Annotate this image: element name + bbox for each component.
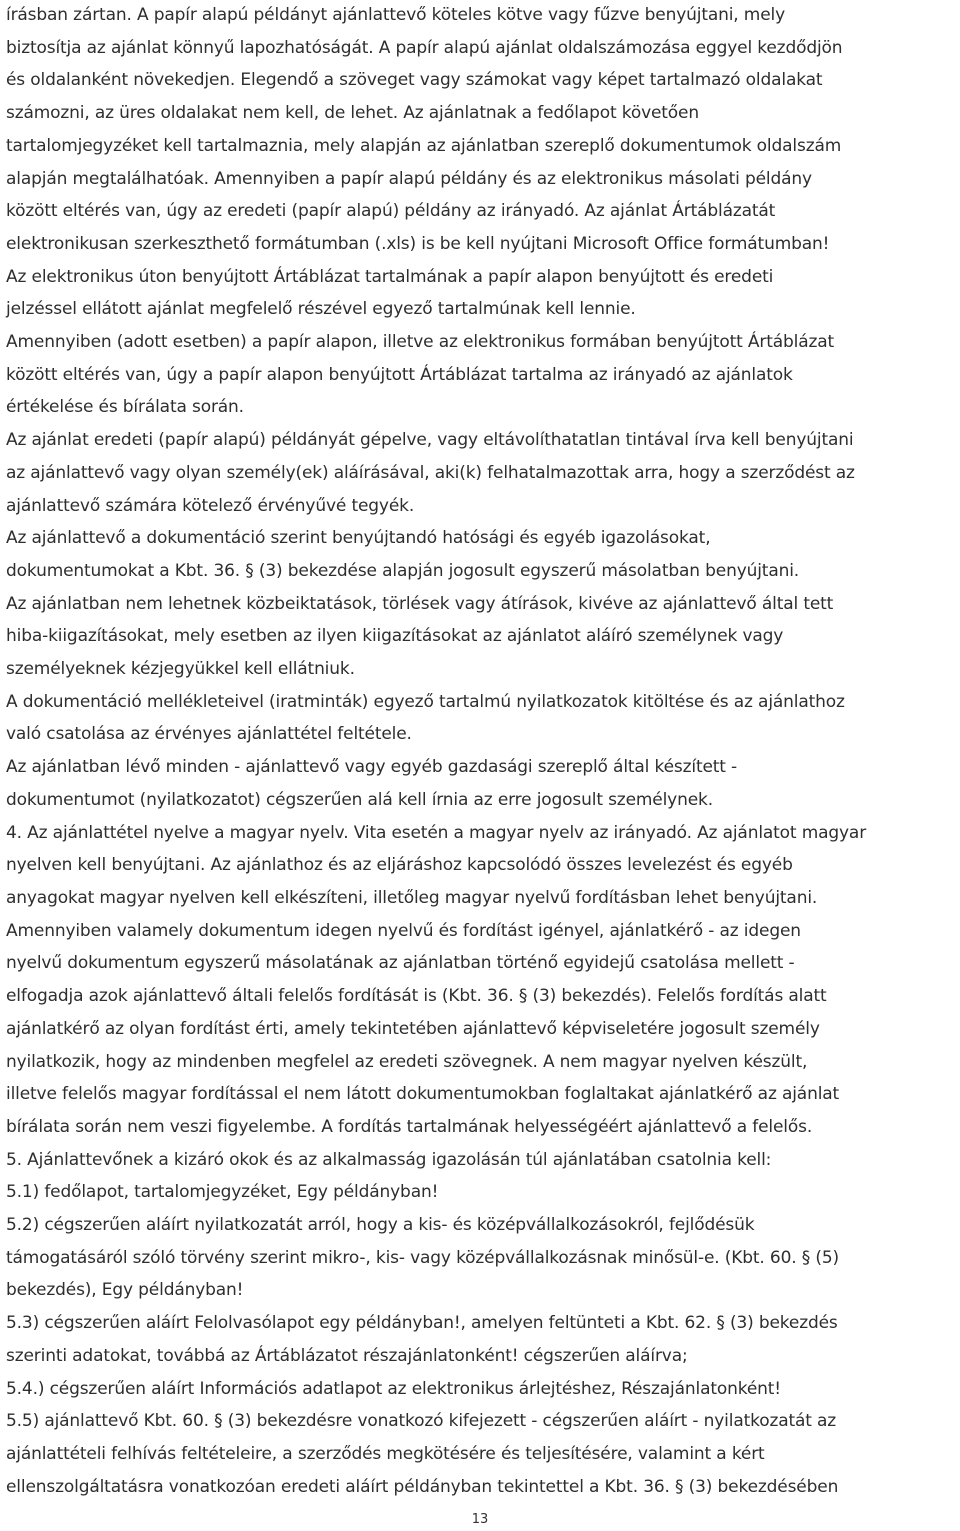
paragraph-certificates: Az ajánlattevő a dokumentáció szerint benyújtandó hatósági és egyéb igazolásokat, dokumentumokat a Kbt. 36. § (3) bekezdése alapján jogosult egyszerű másolatban benyújtani. [6, 528, 800, 581]
list-item-5-2: 5.2) cégszerűen aláírt nyilatkozatát arról, hogy a kis- és középvállalkozásokról, fejlődésük támogatásáról szóló törvény szerint mikro-, kis- vagy középvállalkozásnak minősül-e. (Kbt. 60. § (5) bekezdés), Egy példányban! [6, 1215, 840, 1301]
paragraph-section-5-intro: 5. Ajánlattevőnek a kizáró okok és az alkalmasság igazolásán túl ajánlatában csatolnia kell: [6, 1149, 772, 1170]
paragraph-section-4-language: 4. Az ajánlattétel nyelve a magyar nyelv. Vita esetén a magyar nyelv az irányadó. Az ajánlatot magyar nyelven kell benyújtani. Az ajánlathoz és az eljáráshoz kapcsolódó összes levelezést és egyéb anyagokat magyar nyelven kell elkészíteni, illetőleg magyar nyelvű fordításban lehet benyújtani. Amennyiben valamely dokumentum idegen nyelvű és fordítást igényel, ajánlatkérő - az idegen nyelvű dokumentum egyszerű másolatának az ajánlatban történő egyidejű csatolása mellett - elfogadja azok ajánlattevő általi felelős fordítását is (Kbt. 36. § (3) bekezdés). Felelős fordítás alatt ajánlatkérő az olyan fordítást érti, amely tekintetében ajánlattevő képviseletére jogosult személy nyilatkozik, hogy az mindenben megfelel az eredeti szövegnek. A nem magyar nyelven készült, illetve felelős magyar fordítással el nem látott dokumentumokban foglaltakat ajánlatkérő az ajánlat bírálata során nem veszi figyelembe. A fordítás tartalmának helyességéért ajánlattevő a felelős. [6, 822, 867, 1137]
document-body [6, 0, 954, 1503]
list-item-5-3: 5.3) cégszerűen aláírt Felolvasólapot egy példányban!, amelyen feltünteti a Kbt. 62. § (3) bekezdés szerinti adatokat, továbbá az Ártáblázatot részajánlatonként! cégszerűen aláírva; [6, 1313, 838, 1366]
list-item-5-1: 5.1) fedőlapot, tartalomjegyzéket, Egy példányban! [6, 1182, 439, 1203]
list-item-5-5: 5.5) ajánlattevő Kbt. 60. § (3) bekezdésre vonatkozó kifejezett - cégszerűen aláírt - nyilatkozatát az ajánlattételi felhívás feltételeire, a szerződés megkötésére és teljesítésére, valamint a kért ellenszolgáltatásra vonatkozóan eredeti aláírt példányban tekintettel a Kbt. 36. § (3) bekezdésében [6, 1411, 839, 1497]
page-number: 13 [471, 1512, 489, 1527]
list-item-5-4: 5.4.) cégszerűen aláírt Információs adatlapot az elektronikus árlejtéshez, Részajánlatonként! [6, 1378, 781, 1399]
paragraph-price-table-discrepancy: Amennyiben (adott esetben) a papír alapon, illetve az elektronikus formában benyújtott Ártáblázat között eltérés van, úgy a papír alapon benyújtott Ártáblázat tartalma az irányadó az ajánlatok értékelése és bírálata során. [6, 332, 835, 418]
paragraph-declarations: A dokumentáció mellékleteivel (iratminták) egyező tartalmú nyilatkozatok kitöltése és az ajánlathoz való csatolása az érvényes ajánlattétel feltétele. [6, 691, 845, 745]
paragraph-submission-format: írásban zártan. A papír alapú példányt ajánlattevő köteles kötve vagy fűzve benyújtani, mely biztosítja az ajánlat könnyű lapozhatóságát. A papír alapú ajánlat oldalszámozása eggyel kezdődjön és oldalanként növekedjen. Elegendő a szöveget vagy számokat vagy képet tartalmazó oldalakat számozni, az üres oldalakat nem kell, de lehet. Az ajánlatnak a fedőlapot követően tartalomjegyzéket kell tartalmaznia, mely alapján az ajánlatban szereplő dokumentumok oldalszám alapján megtalálhatóak. Amennyiben a papír alapú példány és az elektronikus másolati példány között eltérés van, úgy az eredeti (papír alapú) példány az irányadó. Az ajánlat Ártáblázatát elektronikusan szerkeszthető formátumban (.xls) is be kell nyújtani Microsoft Office formátumban! [6, 5, 843, 254]
paragraph-original-signature: Az ajánlat eredeti (papír alapú) példányát gépelve, vagy eltávolíthatatlan tintával írva kell benyújtani az ajánlattevő vagy olyan személy(ek) aláírásával, aki(k) felhatalmazottak arra, hogy a szerződést az ajánlattevő számára kötelező érvényűvé tegyék. [6, 430, 855, 516]
paragraph-company-signature: Az ajánlatban lévő minden - ajánlattevő vagy egyéb gazdasági szereplő által készített - dokumentumot (nyilatkozatot) cégszerűen alá kell írnia az erre jogosult személynek. [6, 757, 738, 810]
paragraph-electronic-price-table: Az elektronikus úton benyújtott Ártáblázat tartalmának a papír alapon benyújtott és eredeti jelzéssel ellátott ajánlat megfelelő részével egyező tartalmúnak kell lennie. [6, 266, 774, 320]
paragraph-corrections: Az ajánlatban nem lehetnek közbeiktatások, törlések vagy átírások, kivéve az ajánlattevő által tett hiba-kiigazításokat, mely esetben az ilyen kiigazításokat az ajánlatot aláíró személynek vagy személyeknek kézjegyükkel kell ellátniuk. [6, 593, 834, 680]
